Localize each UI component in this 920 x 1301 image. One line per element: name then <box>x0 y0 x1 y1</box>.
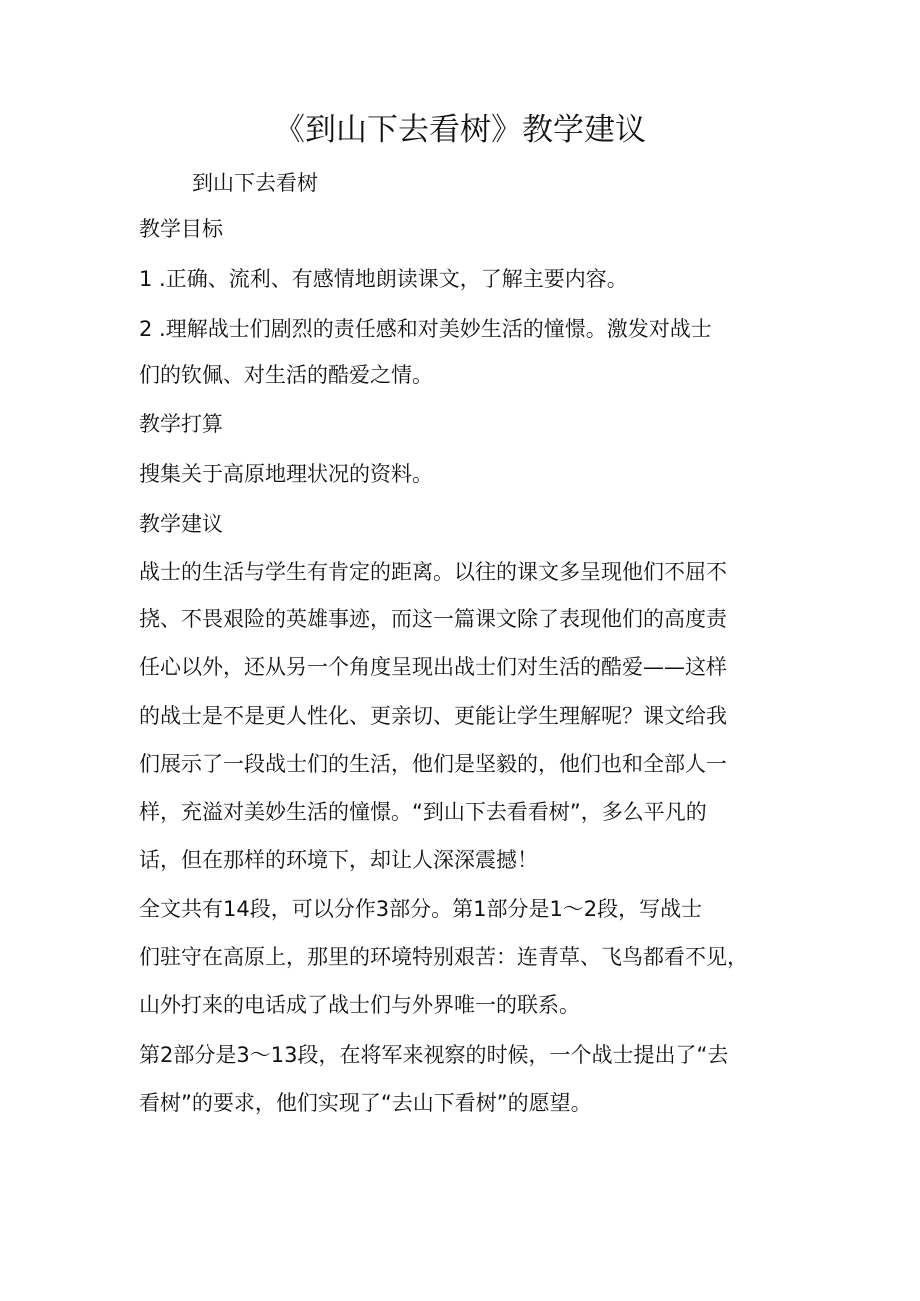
advice-paragraph-1-line-3: 任心以外，还从另一个角度呈现出战士们对生活的酷爱——这样 <box>139 655 727 679</box>
advice-paragraph-1-line-7: 话，但在那样的环境下，却让人深深震撼！ <box>139 848 538 872</box>
advice-paragraph-2-line-2: 们驻守在高原上，那里的环境特别艰苦：连青草、飞鸟都看不见， <box>139 945 748 969</box>
advice-paragraph-2-line-1: 全文共有14段，可以分作3部分。第1部分是1～2段，写战士 <box>139 897 703 921</box>
advice-paragraph-3-line-2: 看树”的要求，他们实现了“去山下看树”的愿望。 <box>139 1091 592 1115</box>
goal-item-1: 1 .正确、流利、有感情地朗读课文，了解主要内容。 <box>139 267 628 291</box>
advice-paragraph-1-line-1: 战士的生活与学生有肯定的距离。以往的课文多呈现他们不屈不 <box>139 560 727 584</box>
prep-text: 搜集关于高原地理状况的资料。 <box>139 462 433 486</box>
lesson-subtitle: 到山下去看树 <box>192 171 318 195</box>
advice-paragraph-1-line-5: 们展示了一段战士们的生活，他们是坚毅的，他们也和全部人一 <box>139 752 727 776</box>
document-title: 《到山下去看树》教学建议 <box>274 112 646 148</box>
goal-item-2-line-2: 们的钦佩、对生活的酷爱之情。 <box>139 363 433 387</box>
heading-teaching-goals: 教学目标 <box>139 217 223 241</box>
advice-paragraph-1-line-4: 的战士是不是更人性化、更亲切、更能让学生理解呢？课文给我 <box>139 704 727 728</box>
heading-teaching-advice: 教学建议 <box>139 512 223 536</box>
advice-paragraph-1-line-2: 挠、不畏艰险的英雄事迹，而这一篇课文除了表现他们的高度责 <box>139 607 727 631</box>
advice-paragraph-3-line-1: 第2部分是3～13段，在将军来视察的时候，一个战士提出了“去 <box>139 1043 729 1067</box>
heading-teaching-prep: 教学打算 <box>139 412 223 436</box>
goal-item-2-line-1: 2 .理解战士们剧烈的责任感和对美妙生活的憧憬。激发对战士 <box>139 317 712 341</box>
advice-paragraph-1-line-6: 样，充溢对美妙生活的憧憬。“到山下去看看树”，多么平凡的 <box>139 800 707 824</box>
advice-paragraph-2-line-3: 山外打来的电话成了战士们与外界唯一的联系。 <box>139 993 580 1017</box>
